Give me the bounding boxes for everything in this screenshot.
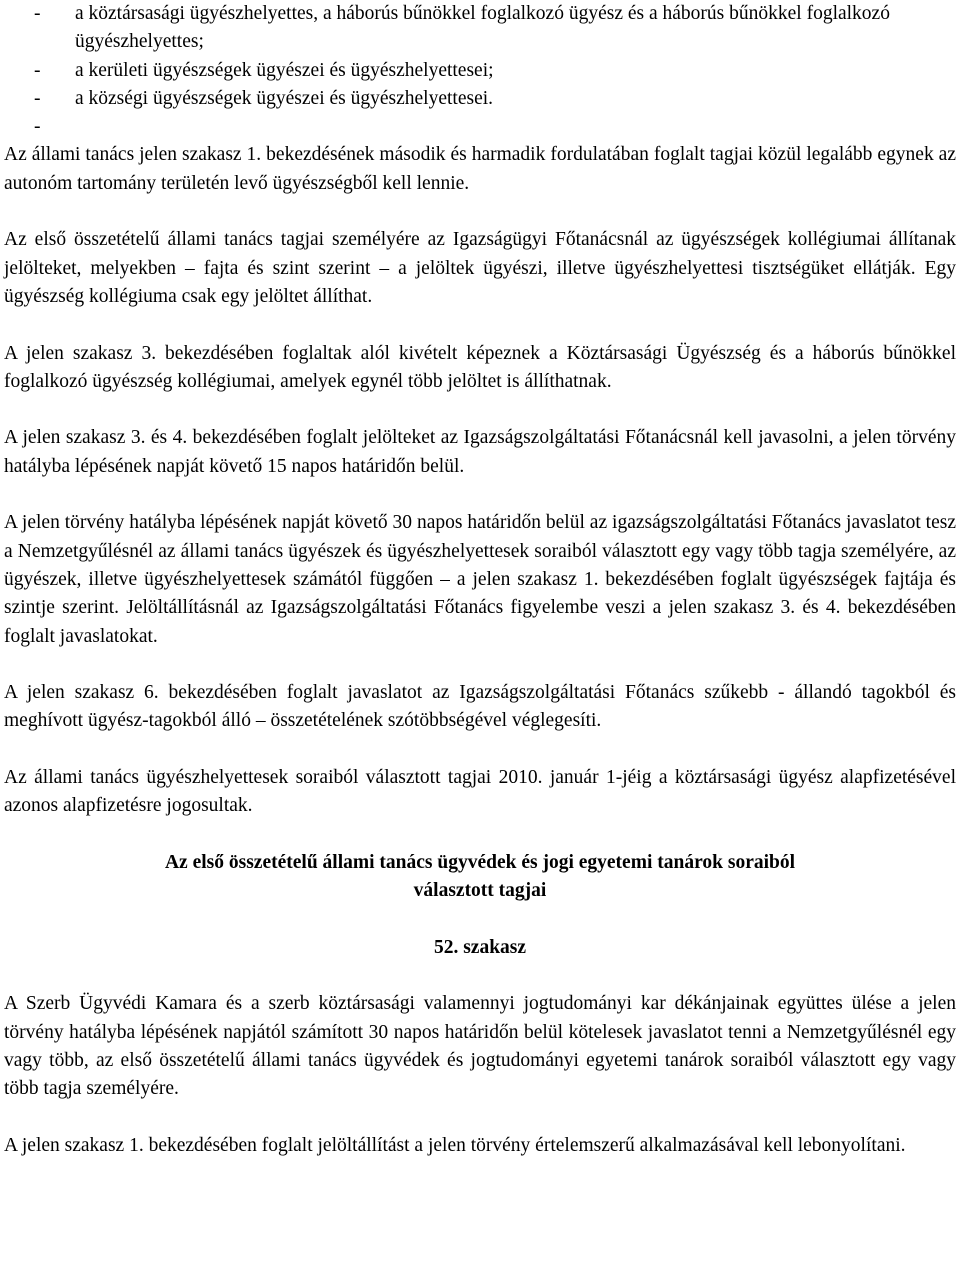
section-number: 52. szakasz (433, 936, 527, 958)
list-item-text: a köztársasági ügyészhelyettes, a háborús bűnökkel foglalkozó ügyész és a háborús bűnökkel foglalkozó ügyészhelyettes; (75, 3, 890, 53)
paragraph-4: A jelen szakasz 3. és 4. bekezdésében foglalt jelölteket az Igazságszolgáltatási Főtanácsnál kell javasolni, a jelen törvény hatályba lépésének napját követő 15 napos határidőn belül. (4, 427, 956, 477)
list-item (4, 57, 956, 85)
paragraph-8: A Szerb Ügyvédi Kamara és a szerb köztársasági valamennyi jogtudományi kar dékánjainak együttes ülése a jelen törvény hatályba lépésének napjától számított 30 napos határidőn belül kötelesek javaslatot tenni a Nemzetgyűlésnél egy vagy több, az első összetételű állami tanács ügyvédek és jogtudományi egyetemi tanárok soraiból választott egy vagy több tagja személyére. (4, 993, 956, 1100)
section-heading-line-2: választott tagjai (413, 880, 547, 902)
list-item (4, 113, 956, 141)
paragraph-1: Az állami tanács jelen szakasz 1. bekezdésének második és harmadik fordulatában foglalt tagjai közül legalább egynek az autonóm tartomány területén levő ügyészségből kell lennie. (4, 144, 956, 194)
list-item-text: a kerületi ügyészségek ügyészei és ügyészhelyettesei; (75, 59, 494, 81)
paragraph-9: A jelen szakasz 1. bekezdésében foglalt jelöltállítást a jelen törvény értelemszerű alkalmazásával kell lebonyolítani. (4, 1134, 906, 1156)
paragraph-6: A jelen szakasz 6. bekezdésében foglalt javaslatot az Igazságszolgáltatási Főtanács szűkebb - állandó tagokból és meghívott ügyész-tagokból álló – összetételének szótöbbségével véglegesíti. (4, 682, 956, 732)
paragraph-3: A jelen szakasz 3. bekezdésében foglaltak alól kivételt képeznek a Köztársasági Ügyészség és a háborús bűnökkel foglalkozó ügyészség kollégiumai, amelyek egynél több jelöltet is állíthatnak. (4, 342, 956, 392)
paragraph-2: Az első összetételű állami tanács tagjai személyére az Igazságügyi Főtanácsnál az ügyészségek kollégiumai állítanak jelölteket, melyekben – fajta és szint szerint – a jelöltek ügyészi, illetve ügyészhelyettesi tisztségüket ellátják. Egy ügyészség kollégiuma csak egy jelöltet állíthat. (4, 229, 956, 307)
list-item-text (75, 116, 80, 137)
list-item (4, 85, 956, 113)
dash-marker: - (34, 116, 41, 138)
list-item-text: a községi ügyészségek ügyészei és ügyészhelyettesei. (75, 87, 494, 109)
dash-list (4, 0, 956, 141)
list-item (4, 0, 956, 57)
dash-marker: - (34, 3, 41, 24)
dash-marker: - (34, 59, 41, 81)
dash-marker: - (34, 87, 41, 109)
paragraph-7: Az állami tanács ügyészhelyettesek soraiból választott tagjai 2010. január 1-jéig a köztársasági ügyész alapfizetésével azonos alapfizetésre jogosultak. (4, 767, 956, 817)
paragraph-5: A jelen törvény hatályba lépésének napját követő 30 napos határidőn belül az igazságszolgáltatási Főtanács javaslatot tesz a Nemzetgyűlésnél az állami tanács ügyészek és ügyészhelyettesek soraiból választott egy vagy több tagja személyére, az ügyészek, illetve ügyészhelyettesek számától függően – a jelen szakasz 1. bekezdésében foglalt ügyészségek fajtája és szintje szerint. Jelöltállításnál az Igazságszolgáltatási Főtanács figyelembe veszi a jelen szakasz 3. és 4. bekezdésében foglalt javaslatokat. (4, 512, 956, 647)
section-heading-line-1: Az első összetételű állami tanács ügyvédek és jogi egyetemi tanárok soraiból (164, 851, 796, 873)
